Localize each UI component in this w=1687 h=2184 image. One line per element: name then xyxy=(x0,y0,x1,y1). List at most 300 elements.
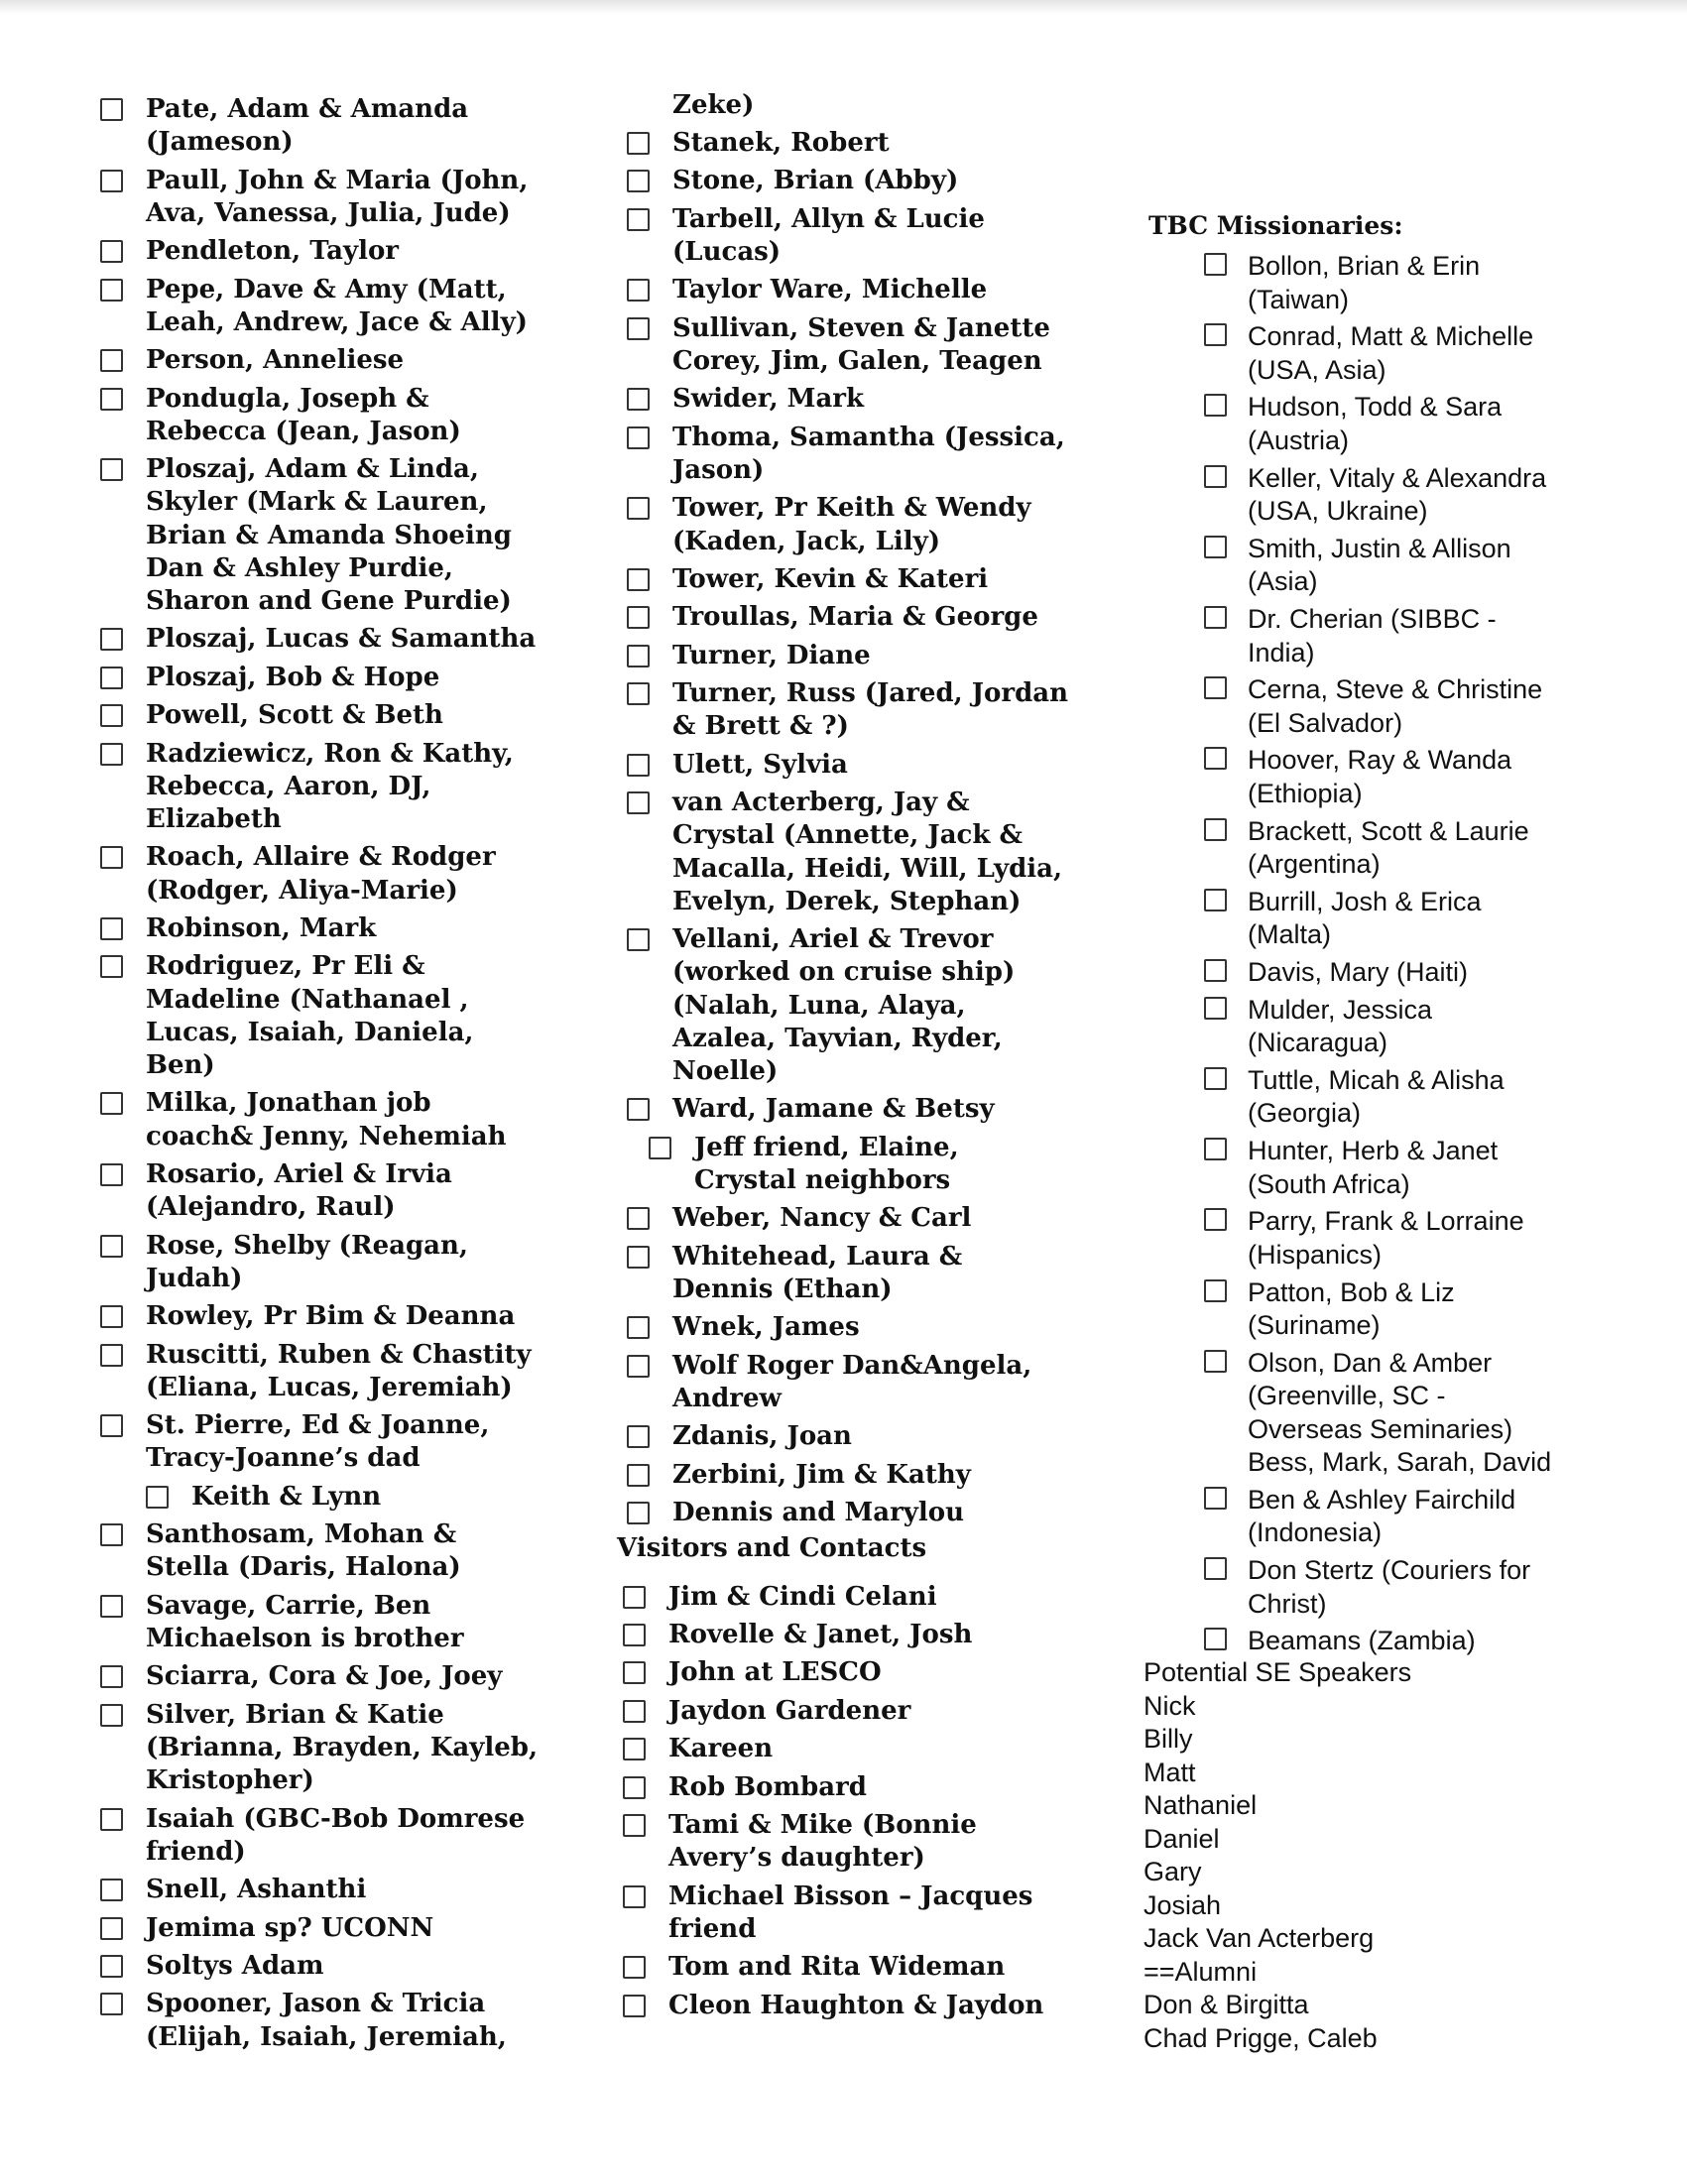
entry-line: Tower, Kevin & Kateri xyxy=(672,564,989,594)
entry-text xyxy=(668,1881,1032,1946)
entry-text xyxy=(1248,462,1546,529)
checkbox[interactable] xyxy=(100,917,123,940)
entry-line: (El Salvador) xyxy=(1248,707,1403,738)
entry-text xyxy=(672,601,1038,634)
entry-text xyxy=(672,422,1065,487)
entry-line: (Ethiopia) xyxy=(1248,778,1363,808)
entry-text xyxy=(672,1311,860,1344)
entry-line: (Malta) xyxy=(1248,919,1332,950)
checkbox[interactable] xyxy=(627,568,650,591)
entry-line: Isaiah (GBC-Bob Domrese xyxy=(146,1803,526,1834)
checkbox[interactable] xyxy=(1204,1487,1227,1510)
checkbox[interactable] xyxy=(100,1414,123,1437)
entry-line: Parry, Frank & Lorraine xyxy=(1248,1206,1524,1237)
entry-line: Sharon and Gene Purdie) xyxy=(146,586,512,616)
entry-line: Powell, Scott & Beth xyxy=(146,700,443,731)
entry-text xyxy=(1248,1276,1455,1343)
entry-line: Taylor Ware, Michelle xyxy=(672,275,988,305)
entry-line: Vellani, Ariel & Trevor xyxy=(672,924,994,955)
entry-text xyxy=(672,1241,962,1306)
entry-text xyxy=(146,699,443,732)
entry-line: Judah) xyxy=(146,1263,243,1293)
checkbox[interactable] xyxy=(100,170,123,192)
entry-text xyxy=(1248,673,1542,740)
checkbox[interactable] xyxy=(627,606,650,629)
entry-text xyxy=(672,274,987,306)
entry-line: Ben & Ashley Fairchild xyxy=(1248,1484,1516,1515)
entry-line: Ploszaj, Adam & Linda, xyxy=(146,454,479,485)
checkbox[interactable] xyxy=(100,388,123,411)
speaker-name: Nick xyxy=(1144,1690,1196,1721)
entry-line: (Taiwan) xyxy=(1248,284,1350,314)
checkbox[interactable] xyxy=(1204,253,1227,276)
entry-line: Tom and Rita Wideman xyxy=(668,1952,1006,1983)
entry-line: Wnek, James xyxy=(672,1312,860,1343)
entry-line: Rose, Shelby (Reagan, xyxy=(146,1230,468,1261)
checkbox[interactable] xyxy=(100,1917,123,1940)
checkbox[interactable] xyxy=(1204,747,1227,770)
checkbox[interactable] xyxy=(627,1355,650,1378)
entry-text xyxy=(191,1481,381,1514)
entry-line: Rebecca, Aaron, DJ, xyxy=(146,771,431,801)
entry-line: Patton, Bob & Liz xyxy=(1248,1276,1455,1307)
entry-line: Sullivan, Steven & Janette xyxy=(672,312,1050,343)
checkbox[interactable] xyxy=(100,667,123,689)
entry-line: Ruscitti, Ruben & Chastity xyxy=(146,1339,532,1370)
entry-text xyxy=(672,1497,964,1529)
scan-edge xyxy=(0,0,1687,14)
entry-line: Azalea, Tayvian, Ryder, xyxy=(672,1023,1003,1053)
entry-line: Noelle) xyxy=(672,1056,779,1086)
entry-line: (Rodger, Aliya-Marie) xyxy=(146,875,458,906)
entry-line: Pendleton, Taylor xyxy=(146,236,399,267)
speaker-name: Gary xyxy=(1144,1857,1202,1886)
entry-text xyxy=(146,93,468,159)
speaker-name: ==Alumni xyxy=(1144,1956,1258,1987)
entry-text xyxy=(668,1581,937,1614)
continued-entry-text: Zeke) xyxy=(672,90,755,120)
entry-text xyxy=(146,1950,324,1983)
entry-text xyxy=(668,1951,1005,1984)
entry-line: Overseas Seminaries) xyxy=(1248,1413,1513,1444)
checkbox[interactable] xyxy=(1204,1208,1227,1231)
checkbox[interactable] xyxy=(627,928,650,951)
entry-line: Zerbini, Jim & Kathy xyxy=(672,1459,971,1490)
entry-text xyxy=(1248,1205,1524,1272)
entry-text xyxy=(672,312,1050,378)
checkbox[interactable] xyxy=(1204,959,1227,982)
checkbox[interactable] xyxy=(1204,1067,1227,1090)
entry-text xyxy=(672,383,864,416)
entry-line: Avery’s daughter) xyxy=(668,1843,925,1874)
checkbox[interactable] xyxy=(1204,394,1227,417)
entry-line: (Eliana, Lucas, Jeremiah) xyxy=(146,1372,513,1402)
entry-line: Troullas, Maria & George xyxy=(672,602,1038,633)
speaker-name: Jack Van Acterberg xyxy=(1144,1923,1375,1953)
speaker-name: Don & Birgitta xyxy=(1144,1990,1309,2019)
entry-text xyxy=(672,203,985,269)
entry-text xyxy=(694,1132,959,1197)
checkbox[interactable] xyxy=(100,1879,123,1901)
entry-line: India) xyxy=(1248,637,1315,667)
entry-line: Tuttle, Micah & Alisha xyxy=(1248,1064,1505,1095)
checkbox[interactable] xyxy=(1204,1557,1227,1580)
checkbox[interactable] xyxy=(627,1425,650,1448)
checkbox[interactable] xyxy=(627,1246,650,1269)
entry-line: Weber, Nancy & Carl xyxy=(672,1203,972,1234)
entry-line: Ben) xyxy=(146,1050,215,1080)
checkbox[interactable] xyxy=(100,1955,123,1978)
entry-line: Zdanis, Joan xyxy=(672,1421,852,1452)
entry-line: (Asia) xyxy=(1248,566,1318,597)
entry-line: Elizabeth xyxy=(146,804,282,834)
entry-line: Snell, Ashanthi xyxy=(146,1875,367,1905)
entry-line: Spooner, Jason & Tricia xyxy=(146,1989,486,2019)
checkbox[interactable] xyxy=(100,279,123,302)
entry-text xyxy=(146,841,496,907)
entry-line: Turner, Russ (Jared, Jordan xyxy=(672,678,1069,709)
entry-text xyxy=(146,1988,507,2053)
checkbox[interactable] xyxy=(100,1595,123,1618)
checkbox[interactable] xyxy=(100,1344,123,1367)
entry-line: Corey, Jim, Galen, Teagen xyxy=(672,346,1042,376)
checkbox[interactable] xyxy=(623,1956,646,1979)
entry-line: Savage, Carrie, Ben xyxy=(146,1590,431,1621)
entry-text xyxy=(668,1771,867,1804)
entry-line: Thoma, Samantha (Jessica, xyxy=(672,422,1065,452)
entry-line: Evelyn, Derek, Stephan) xyxy=(672,886,1022,916)
checkbox[interactable] xyxy=(1204,465,1227,488)
entry-line: Davis, Mary (Haiti) xyxy=(1248,957,1469,987)
missionaries-heading: TBC Missionaries: xyxy=(1148,211,1403,240)
entry-line: Jemima sp? UCONN xyxy=(146,1912,434,1943)
speaker-name: Nathaniel xyxy=(1144,1790,1258,1820)
checkbox[interactable] xyxy=(100,1993,123,2015)
entry-line: Burrill, Josh & Erica xyxy=(1248,886,1482,916)
entry-text xyxy=(672,640,871,672)
entry-line: Whitehead, Laura & xyxy=(672,1241,963,1272)
entry-text xyxy=(146,383,461,448)
checkbox[interactable] xyxy=(1204,606,1227,629)
entry-line: Dan & Ashley Purdie, xyxy=(146,552,453,583)
entry-text xyxy=(1248,603,1497,669)
checkbox[interactable] xyxy=(627,754,650,777)
entry-line: (worked on cruise ship) xyxy=(672,957,1016,988)
checkbox[interactable] xyxy=(627,1316,650,1339)
entry-line: Dr. Cherian (SIBBC - xyxy=(1248,604,1497,634)
potential-speakers-list xyxy=(1144,1656,1411,2055)
entry-line: Silver, Brian & Katie xyxy=(146,1699,444,1730)
checkbox[interactable] xyxy=(623,1700,646,1723)
entry-text xyxy=(1248,391,1502,457)
entry-text xyxy=(668,1695,910,1728)
entry-line: Ploszaj, Lucas & Samantha xyxy=(146,624,537,655)
entry-text xyxy=(1248,1135,1498,1201)
entry-text xyxy=(146,1699,538,1798)
entry-text xyxy=(672,165,958,197)
entry-text xyxy=(668,1656,882,1689)
entry-line: Robinson, Mark xyxy=(146,913,377,943)
entry-line: Skyler (Mark & Lauren, xyxy=(146,487,488,518)
entry-text xyxy=(146,623,536,656)
entry-line: Kristopher) xyxy=(146,1765,314,1796)
checkbox[interactable] xyxy=(100,1163,123,1186)
checkbox[interactable] xyxy=(627,791,650,814)
entry-line: Tarbell, Allyn & Lucie xyxy=(672,203,985,234)
entry-line: Conrad, Matt & Michelle xyxy=(1248,321,1534,352)
checkbox[interactable] xyxy=(100,955,123,978)
entry-line: Person, Anneliese xyxy=(146,345,405,376)
entry-line: (Hispanics) xyxy=(1248,1239,1383,1270)
entry-text xyxy=(672,787,1062,918)
entry-line: Ward, Jamane & Betsy xyxy=(672,1094,995,1125)
checkbox[interactable] xyxy=(649,1137,671,1159)
entry-text xyxy=(146,950,473,1082)
entry-line: Stanek, Robert xyxy=(672,128,890,158)
entry-text xyxy=(1248,815,1529,882)
entry-text xyxy=(146,1158,452,1224)
entry-text xyxy=(146,1087,507,1153)
checkbox[interactable] xyxy=(623,1738,646,1760)
entry-line: John at LESCO xyxy=(668,1657,882,1688)
entry-text xyxy=(672,1459,971,1492)
entry-line: Tami & Mike (Bonnie xyxy=(668,1810,977,1840)
entry-line: Jaydon Gardener xyxy=(668,1695,911,1726)
checkbox[interactable] xyxy=(100,240,123,263)
checkbox[interactable] xyxy=(627,317,650,340)
speaker-name: Billy xyxy=(1144,1724,1193,1754)
checkbox[interactable] xyxy=(627,1207,650,1230)
entry-text xyxy=(146,165,528,230)
entry-line: Stone, Brian (Abby) xyxy=(672,166,959,196)
entry-line: (Indonesia) xyxy=(1248,1517,1383,1548)
entry-line: Stella (Daris, Halona) xyxy=(146,1552,461,1583)
entry-line: (Nicaragua) xyxy=(1248,1028,1388,1058)
checkbox[interactable] xyxy=(627,645,650,667)
checkbox[interactable] xyxy=(627,1098,650,1121)
entry-text xyxy=(1248,956,1468,990)
entry-line: van Acterberg, Jay & xyxy=(672,788,970,818)
entry-line: Andrew xyxy=(672,1384,782,1413)
entry-text xyxy=(1248,886,1482,952)
checkbox[interactable] xyxy=(623,1661,646,1684)
entry-text xyxy=(146,738,514,837)
entry-line: Ulett, Sylvia xyxy=(672,749,848,780)
checkbox[interactable] xyxy=(100,704,123,727)
entry-text xyxy=(146,1409,489,1475)
entry-line: (Greenville, SC - xyxy=(1248,1381,1446,1411)
entry-text xyxy=(146,453,512,618)
entry-line: Turner, Diane xyxy=(672,640,871,670)
entry-text xyxy=(672,1350,1031,1415)
checkbox[interactable] xyxy=(627,426,650,449)
speaker-name: Matt xyxy=(1144,1757,1196,1787)
entry-text xyxy=(672,1420,852,1453)
entry-line: Cerna, Steve & Christine xyxy=(1248,674,1543,705)
entry-line: Leah, Andrew, Jace & Ally) xyxy=(146,306,528,337)
entry-text xyxy=(668,1733,773,1765)
checkbox[interactable] xyxy=(100,1808,123,1831)
entry-line: Smith, Justin & Allison xyxy=(1248,533,1511,563)
checkbox[interactable] xyxy=(100,98,123,121)
entry-text xyxy=(146,274,528,339)
entry-line: Rosario, Ariel & Irvia xyxy=(146,1159,452,1189)
checkbox[interactable] xyxy=(627,208,650,231)
entry-text xyxy=(672,1202,971,1235)
entry-line: & Brett & ?) xyxy=(672,711,849,742)
entry-text xyxy=(146,1660,502,1693)
checkbox[interactable] xyxy=(623,1624,646,1646)
entry-text xyxy=(1248,744,1511,810)
entry-line: (Lucas) xyxy=(672,237,782,267)
entry-line: Don Stertz (Couriers for xyxy=(1248,1555,1531,1586)
speaker-name: Chad Prigge, Caleb xyxy=(1144,2022,1378,2053)
checkbox[interactable] xyxy=(627,1464,650,1487)
entry-text xyxy=(146,662,439,694)
checkbox[interactable] xyxy=(100,1523,123,1546)
checkbox[interactable] xyxy=(1204,818,1227,841)
checkbox[interactable] xyxy=(146,1486,169,1509)
entry-text xyxy=(146,1874,366,1906)
speakers-heading: Potential SE Speakers xyxy=(1144,1657,1412,1687)
checkbox[interactable] xyxy=(1204,676,1227,699)
entry-line: Santhosam, Mohan & xyxy=(146,1519,457,1550)
entry-text xyxy=(1248,994,1432,1060)
checkbox[interactable] xyxy=(1204,1138,1227,1160)
entry-line: Crystal (Annette, Jack & xyxy=(672,820,1023,851)
checkbox[interactable] xyxy=(100,1092,123,1115)
entry-text xyxy=(672,1093,995,1126)
entry-line: (Kaden, Jack, Lily) xyxy=(672,526,941,556)
entry-line: Milka, Jonathan job xyxy=(146,1088,431,1119)
checkbox[interactable] xyxy=(627,497,650,520)
checkbox[interactable] xyxy=(627,170,650,192)
visitors-heading: Visitors and Contacts xyxy=(617,1532,927,1563)
entry-line: Ava, Vanessa, Julia, Jude) xyxy=(146,197,511,228)
checkbox[interactable] xyxy=(627,682,650,705)
entry-text xyxy=(1248,1064,1505,1131)
entry-text xyxy=(146,1803,525,1869)
entry-line: Madeline (Nathanael , xyxy=(146,984,469,1015)
entry-line: Rowley, Pr Bim & Deanna xyxy=(146,1301,516,1332)
entry-text xyxy=(146,1590,464,1655)
entry-line: Hudson, Todd & Sara xyxy=(1248,392,1503,423)
entry-text xyxy=(1248,1554,1530,1621)
entry-line: Kareen xyxy=(668,1734,774,1764)
entry-text xyxy=(146,912,376,945)
entry-line: (Suriname) xyxy=(1248,1310,1381,1340)
checkbox[interactable] xyxy=(1204,323,1227,346)
entry-line: Keller, Vitaly & Alexandra xyxy=(1248,462,1547,493)
entry-line: Radziewicz, Ron & Kathy, xyxy=(146,738,514,769)
entry-line: Hoover, Ray & Wanda xyxy=(1248,745,1512,776)
entry-line: (Nalah, Luna, Alaya, xyxy=(672,990,966,1021)
entry-line: Bess, Mark, Sarah, David xyxy=(1248,1447,1552,1478)
checkbox[interactable] xyxy=(627,279,650,302)
entry-line: Bollon, Brian & Erin xyxy=(1248,251,1481,281)
checkbox[interactable] xyxy=(100,1665,123,1688)
entry-line: Cleon Haughton & Jaydon xyxy=(668,1990,1044,2020)
checkbox[interactable] xyxy=(100,349,123,372)
entry-line: (Georgia) xyxy=(1248,1098,1362,1129)
checkbox[interactable] xyxy=(1204,1628,1227,1650)
checkbox[interactable] xyxy=(100,1235,123,1258)
entry-line: friend) xyxy=(146,1836,246,1867)
entry-line: Mulder, Jessica xyxy=(1248,994,1433,1025)
entry-text xyxy=(1248,533,1511,599)
checkbox[interactable] xyxy=(100,1704,123,1727)
entry-line: (Austria) xyxy=(1248,425,1350,455)
speaker-name: Josiah xyxy=(1144,1889,1222,1920)
checkbox[interactable] xyxy=(627,132,650,155)
entry-text xyxy=(146,1300,515,1333)
entry-line: Pondugla, Joseph & xyxy=(146,383,429,414)
entry-line: Rodriguez, Pr Eli & xyxy=(146,951,425,982)
entry-line: (Alejandro, Raul) xyxy=(146,1192,396,1223)
entry-text xyxy=(668,1619,972,1651)
checkbox[interactable] xyxy=(1204,997,1227,1020)
entry-text xyxy=(668,1809,977,1875)
checkbox[interactable] xyxy=(100,743,123,766)
entry-text xyxy=(146,1339,532,1404)
entry-line: coach& Jenny, Nehemiah xyxy=(146,1121,507,1152)
entry-text xyxy=(1248,250,1480,316)
checkbox[interactable] xyxy=(1204,536,1227,558)
checkbox[interactable] xyxy=(100,628,123,651)
entry-line: St. Pierre, Ed & Joanne, xyxy=(146,1410,490,1441)
checkbox[interactable] xyxy=(627,388,650,411)
checkbox[interactable] xyxy=(623,1814,646,1837)
entry-line: Olson, Dan & Amber xyxy=(1248,1347,1493,1378)
entry-text xyxy=(1248,1625,1476,1658)
entry-line: Tower, Pr Keith & Wendy xyxy=(672,493,1031,524)
checkbox[interactable] xyxy=(623,1995,646,2017)
entry-text xyxy=(672,563,988,596)
entry-text xyxy=(146,1518,461,1584)
entry-text xyxy=(668,1990,1043,2022)
entry-line: Wolf Roger Dan&Angela, xyxy=(672,1350,1032,1381)
entry-line: Dennis and Marylou xyxy=(672,1498,964,1528)
entry-text xyxy=(672,677,1068,743)
entry-line: Roach, Allaire & Rodger xyxy=(146,842,496,873)
entry-line: Jeff friend, Elaine, xyxy=(694,1132,959,1162)
entry-line: (Argentina) xyxy=(1248,849,1381,880)
entry-text xyxy=(672,749,848,782)
entry-line: Rebecca (Jean, Jason) xyxy=(146,416,461,446)
entry-line: Hunter, Herb & Janet xyxy=(1248,1136,1499,1166)
checkbox[interactable] xyxy=(1204,889,1227,911)
entry-line: Michael Bisson – Jacques xyxy=(668,1881,1033,1911)
entry-line: Macalla, Heidi, Will, Lydia, xyxy=(672,853,1063,884)
entry-line: Lucas, Isaiah, Daniela, xyxy=(146,1017,474,1047)
entry-line: friend xyxy=(668,1913,757,1944)
entry-line: Rovelle & Janet, Josh xyxy=(668,1620,973,1649)
checkbox[interactable] xyxy=(100,846,123,869)
checkbox[interactable] xyxy=(100,1305,123,1328)
entry-line: Tracy-Joanne’s dad xyxy=(146,1443,421,1474)
checkbox[interactable] xyxy=(1204,1279,1227,1302)
entry-text xyxy=(146,1230,468,1295)
checkbox[interactable] xyxy=(1204,1350,1227,1373)
checkbox[interactable] xyxy=(623,1776,646,1799)
checkbox[interactable] xyxy=(100,458,123,481)
checkbox[interactable] xyxy=(623,1586,646,1609)
entry-text xyxy=(1248,320,1533,387)
checkbox[interactable] xyxy=(623,1885,646,1908)
entry-text xyxy=(146,344,404,377)
entry-line: Michaelson is brother xyxy=(146,1624,464,1653)
checkbox[interactable] xyxy=(627,1502,650,1524)
